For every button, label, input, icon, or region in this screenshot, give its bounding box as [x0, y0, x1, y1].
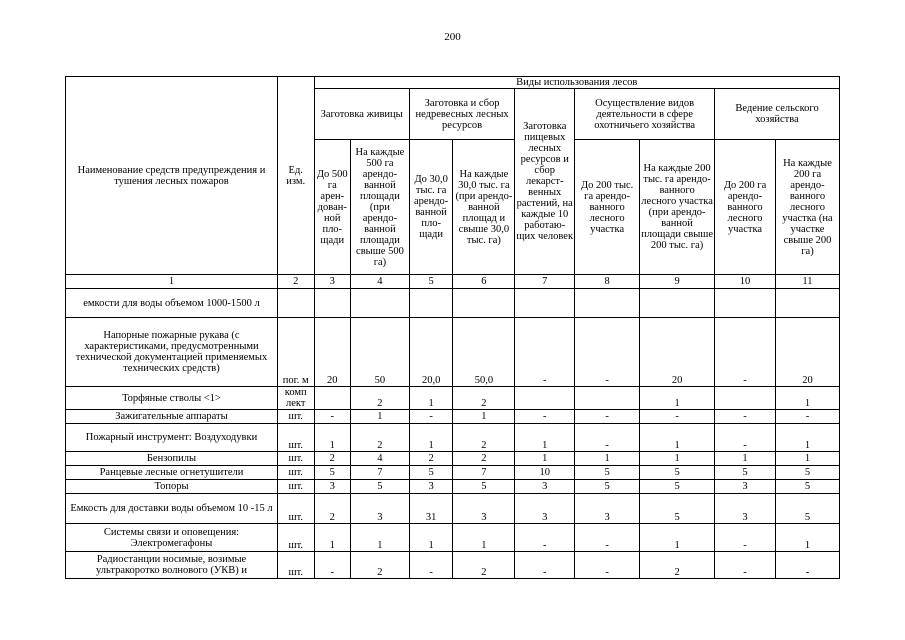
row-name: Топоры: [66, 480, 278, 494]
row-value: 2: [453, 387, 515, 410]
col-number: 4: [351, 275, 410, 289]
row-value: 1: [351, 410, 410, 424]
table-row: [66, 552, 840, 579]
row-value: [314, 289, 351, 318]
header-group-nonwood: Заготовка и сбор недревесных лесных ресурсов: [409, 89, 514, 140]
header-name-col: Наименование средств предупреждения и тушения лесных пожаров: [66, 77, 278, 275]
row-value: 1: [409, 524, 453, 552]
table-row: [66, 480, 840, 494]
table-row: [66, 466, 840, 480]
table-row: [66, 494, 840, 524]
table-row: [66, 452, 840, 466]
row-value: 50: [351, 318, 410, 387]
row-value: 5: [409, 466, 453, 480]
fire-equipment-table: [65, 76, 840, 579]
row-value: 7: [453, 466, 515, 480]
row-value: 2: [409, 452, 453, 466]
row-value: -: [409, 552, 453, 579]
row-value: 5: [640, 466, 715, 480]
row-value: 2: [314, 494, 351, 524]
row-value: -: [409, 410, 453, 424]
header-group-agriculture: Ведение сельского хозяйства: [715, 89, 840, 140]
data-rows: [66, 289, 840, 579]
row-value: 3: [453, 494, 515, 524]
table-row: [66, 387, 840, 410]
table-row: [66, 424, 840, 452]
row-value: 1: [409, 387, 453, 410]
row-value: 50,0: [453, 318, 515, 387]
row-value: 7: [351, 466, 410, 480]
row-value: 1: [515, 452, 575, 466]
row-name: Напорные пожарные рукава (с характеристиками, предусмотренными технической документацией применяемых технических средств): [66, 318, 278, 387]
row-value: 2: [351, 387, 410, 410]
row-value: 5: [575, 466, 640, 480]
subcol-4: На каждые 500 га арендо-ванной площади (при арендо-ванной площади свыше 500 га): [351, 140, 410, 275]
row-unit: шт.: [277, 524, 314, 552]
col-number: 11: [775, 275, 839, 289]
row-name: емкости для воды объемом 1000-1500 л: [66, 289, 278, 318]
row-unit: шт.: [277, 494, 314, 524]
row-value: -: [515, 410, 575, 424]
row-value: -: [314, 552, 351, 579]
row-name: Радиостанции носимые, возимые ультракоротко волнового (УКВ) и: [66, 552, 278, 579]
row-value: 5: [775, 480, 839, 494]
row-value: -: [515, 552, 575, 579]
column-numbers-row: [66, 275, 840, 289]
row-value: 3: [575, 494, 640, 524]
row-value: 5: [453, 480, 515, 494]
row-value: 20: [314, 318, 351, 387]
row-value: -: [515, 524, 575, 552]
row-value: 1: [775, 452, 839, 466]
row-value: 5: [775, 466, 839, 480]
row-value: 5: [775, 494, 839, 524]
row-value: 2: [453, 424, 515, 452]
row-value: -: [515, 318, 575, 387]
subcol-5: До 30,0 тыс. га арендо-ванной пло-щади: [409, 140, 453, 275]
row-value: 1: [515, 424, 575, 452]
header-unit-col: Ед. изм.: [277, 77, 314, 275]
row-value: -: [775, 410, 839, 424]
row-value: 1: [640, 387, 715, 410]
subcol-10: До 200 га арендо-ванного лесного участка: [715, 140, 776, 275]
row-value: -: [715, 524, 776, 552]
row-value: 2: [640, 552, 715, 579]
row-name: Емкость для доставки воды объемом 10 -15 л: [66, 494, 278, 524]
row-value: 1: [453, 410, 515, 424]
row-value: 5: [715, 466, 776, 480]
row-unit: шт.: [277, 552, 314, 579]
row-value: 5: [575, 480, 640, 494]
row-value: 1: [409, 424, 453, 452]
col-number: 5: [409, 275, 453, 289]
row-value: 1: [314, 424, 351, 452]
table-row: [66, 524, 840, 552]
row-value: 2: [351, 424, 410, 452]
row-name: Пожарный инструмент: Воздуходувки: [66, 424, 278, 452]
row-value: -: [575, 410, 640, 424]
row-value: 1: [775, 387, 839, 410]
row-value: [515, 289, 575, 318]
row-value: [409, 289, 453, 318]
row-value: [314, 387, 351, 410]
row-value: 4: [351, 452, 410, 466]
row-value: [715, 387, 776, 410]
row-name: Ранцевые лесные огнетушители: [66, 466, 278, 480]
row-value: 1: [775, 524, 839, 552]
row-value: 1: [453, 524, 515, 552]
row-value: 3: [409, 480, 453, 494]
header-row-1: [66, 77, 840, 89]
row-value: -: [715, 552, 776, 579]
row-value: 20: [640, 318, 715, 387]
row-unit: шт.: [277, 424, 314, 452]
row-value: [515, 387, 575, 410]
row-unit: шт.: [277, 466, 314, 480]
row-value: 20: [775, 318, 839, 387]
row-name: Системы связи и оповещения: Электромегафоны: [66, 524, 278, 552]
subcol-9: На каждые 200 тыс. га арендо-ванного лесного участка (при арендо-ванной площади свыше 200 тыс. га): [640, 140, 715, 275]
row-value: -: [715, 318, 776, 387]
row-value: 5: [640, 494, 715, 524]
row-value: 1: [314, 524, 351, 552]
row-value: 3: [515, 494, 575, 524]
row-value: -: [575, 318, 640, 387]
col-number: 6: [453, 275, 515, 289]
row-name: Бензопилы: [66, 452, 278, 466]
row-value: 3: [314, 480, 351, 494]
row-value: 1: [640, 452, 715, 466]
row-value: 2: [351, 552, 410, 579]
header-group-title: Виды использования лесов: [314, 77, 840, 89]
row-value: -: [314, 410, 351, 424]
header-group-hunting: Осуществление видов деятельности в сфере охотничьего хозяйства: [575, 89, 715, 140]
row-value: -: [715, 424, 776, 452]
header-group-resin: Заготовка живицы: [314, 89, 409, 140]
row-value: 1: [575, 452, 640, 466]
row-value: 5: [351, 480, 410, 494]
row-value: [351, 289, 410, 318]
col-number: 2: [277, 275, 314, 289]
row-unit: шт.: [277, 480, 314, 494]
subcol-8: До 200 тыс. га арендо-ванного лесного участка: [575, 140, 640, 275]
row-value: 10: [515, 466, 575, 480]
row-value: [775, 289, 839, 318]
header-group-food: Заготовка пищевых лесных ресурсов и сбор лекарст-венных растений, на каждые 10 работаю-щих человек: [515, 89, 575, 275]
row-value: -: [640, 410, 715, 424]
page-number: 200: [444, 31, 461, 43]
row-value: 31: [409, 494, 453, 524]
row-value: -: [575, 524, 640, 552]
row-value: [575, 289, 640, 318]
row-value: 20,0: [409, 318, 453, 387]
row-value: 5: [640, 480, 715, 494]
row-value: 1: [775, 424, 839, 452]
col-number: 1: [66, 275, 278, 289]
row-value: 2: [453, 452, 515, 466]
row-value: 2: [453, 552, 515, 579]
table-row: [66, 289, 840, 318]
row-value: 1: [640, 424, 715, 452]
subcol-11: На каждые 200 га арендо-ванного лесного участка (на участке свыше 200 га): [775, 140, 839, 275]
row-value: 3: [515, 480, 575, 494]
row-value: 3: [715, 480, 776, 494]
row-unit: шт.: [277, 410, 314, 424]
row-value: [575, 387, 640, 410]
row-name: Торфяные стволы <1>: [66, 387, 278, 410]
row-unit: [277, 289, 314, 318]
subcol-6: На каждые 30,0 тыс. га (при арендо-ванной площад и свыше 30,0 тыс. га): [453, 140, 515, 275]
col-number: 3: [314, 275, 351, 289]
row-value: -: [575, 552, 640, 579]
row-value: [453, 289, 515, 318]
row-value: 1: [715, 452, 776, 466]
row-value: 5: [314, 466, 351, 480]
col-number: 8: [575, 275, 640, 289]
col-number: 9: [640, 275, 715, 289]
row-value: [715, 289, 776, 318]
row-value: -: [715, 410, 776, 424]
row-name: Зажигательные аппараты: [66, 410, 278, 424]
row-value: 1: [640, 524, 715, 552]
row-unit: шт.: [277, 452, 314, 466]
col-number: 7: [515, 275, 575, 289]
row-value: -: [775, 552, 839, 579]
subcol-3: До 500 га арен-дован-ной пло-щади: [314, 140, 351, 275]
row-unit: пог. м: [277, 318, 314, 387]
row-value: 1: [351, 524, 410, 552]
row-unit: комп лект: [277, 387, 314, 410]
row-value: 3: [715, 494, 776, 524]
row-value: 2: [314, 452, 351, 466]
col-number: 10: [715, 275, 776, 289]
row-value: -: [575, 424, 640, 452]
table-row: [66, 410, 840, 424]
table-row: [66, 318, 840, 387]
row-value: 3: [351, 494, 410, 524]
row-value: [640, 289, 715, 318]
